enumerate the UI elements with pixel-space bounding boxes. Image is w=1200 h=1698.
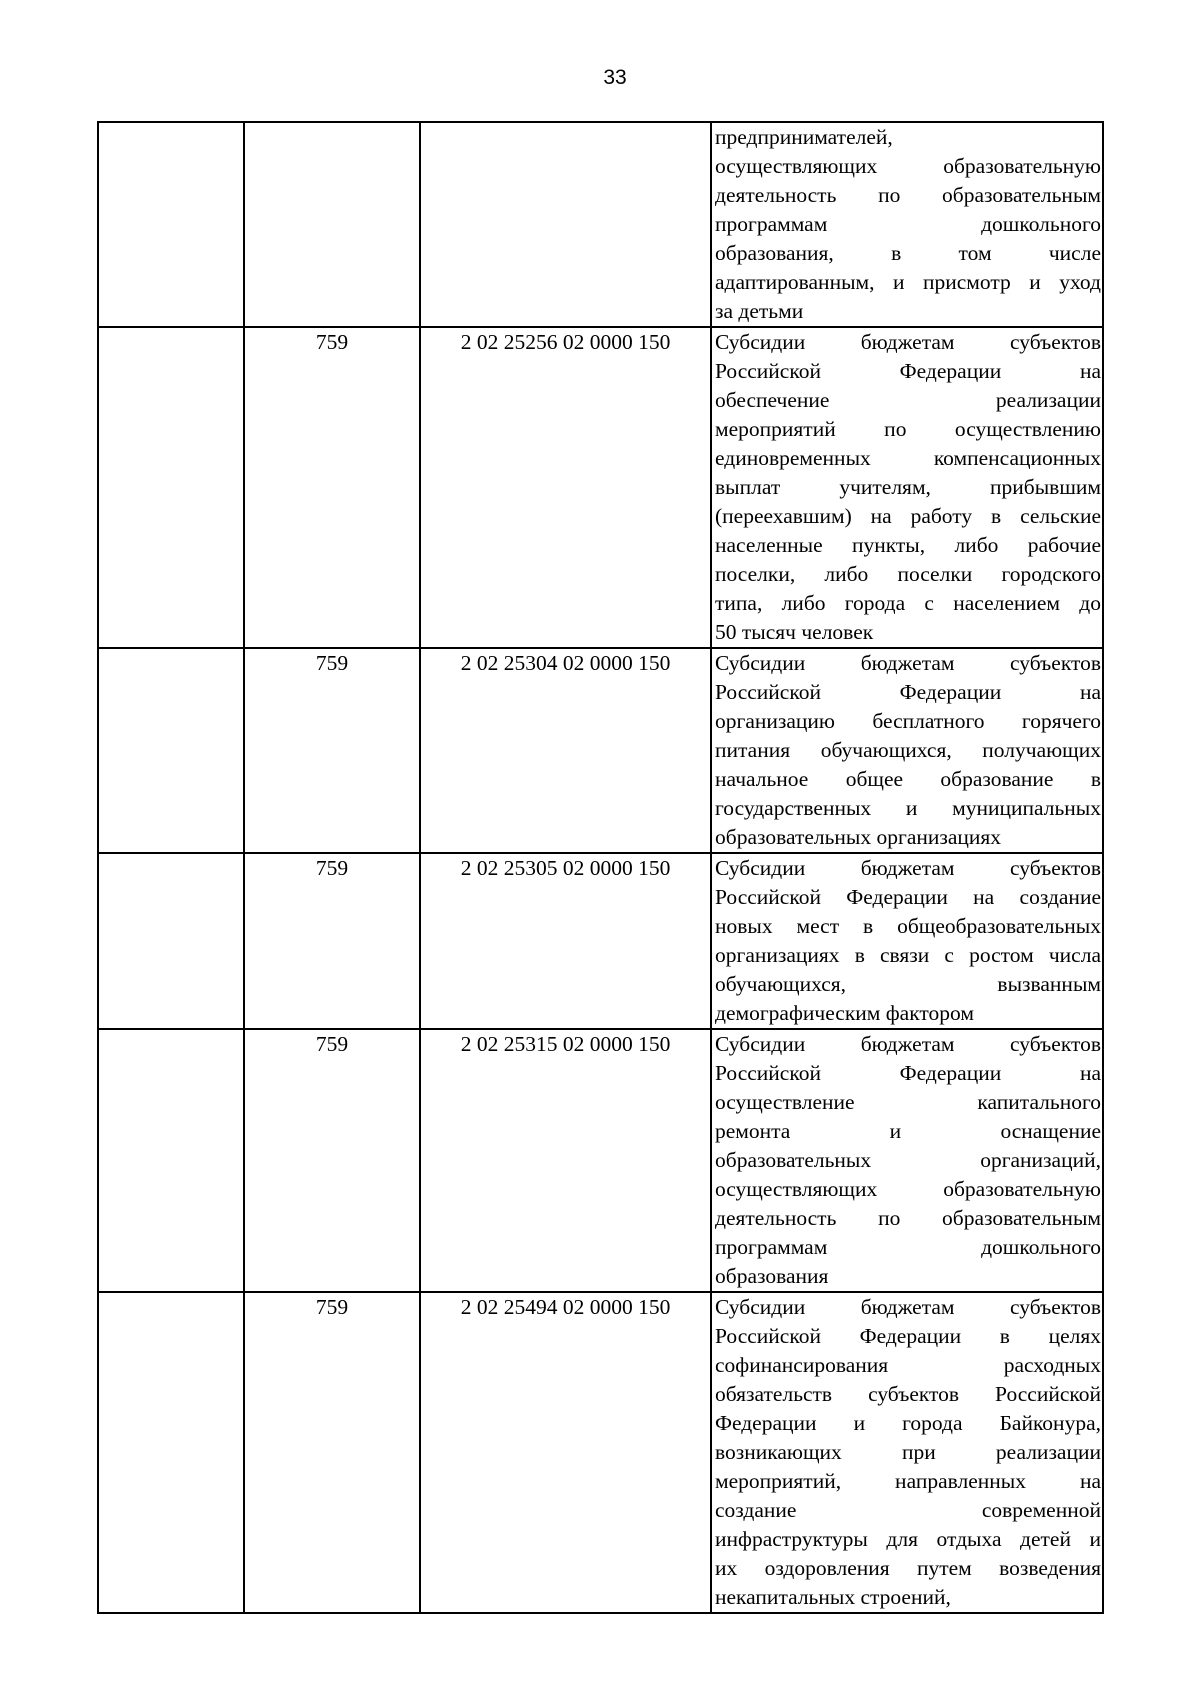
description-line: Российской Федерации на <box>715 359 1101 383</box>
table-row <box>98 327 1103 648</box>
description-line: программам дошкольного <box>715 1235 1101 1259</box>
empty-cell <box>98 648 244 853</box>
empty-cell <box>98 1292 244 1613</box>
description-line: Субсидии бюджетам субъектов <box>715 651 1101 675</box>
kbk-code-cell: 2 02 25304 02 0000 150 <box>420 648 711 853</box>
description-line: за детьми <box>715 299 804 323</box>
description-line: питания обучающихся, получающих <box>715 738 1101 762</box>
table-body <box>98 122 1103 1613</box>
description-cell <box>711 648 1103 853</box>
description-line: 50 тысяч человек <box>715 620 874 644</box>
description-line: их оздоровления путем возведения <box>715 1556 1101 1580</box>
description-line: организацию бесплатного горячего <box>715 709 1101 733</box>
description-line: Субсидии бюджетам субъектов <box>715 1032 1101 1056</box>
description-line: образовательных организациях <box>715 825 1002 849</box>
table-row <box>98 122 1103 327</box>
description-line: образования <box>715 1264 829 1288</box>
admin-code-cell: 759 <box>244 1029 420 1292</box>
description-line: Субсидии бюджетам субъектов <box>715 1295 1101 1319</box>
empty-cell <box>98 327 244 648</box>
description-line: обучающихся, вызванным <box>715 972 1101 996</box>
description-line: осуществляющих образовательную <box>715 154 1101 178</box>
admin-code-cell <box>244 122 420 327</box>
description-line: деятельность по образовательным <box>715 1206 1101 1230</box>
kbk-code-cell: 2 02 25315 02 0000 150 <box>420 1029 711 1292</box>
description-cell <box>711 853 1103 1029</box>
description-cell <box>711 1292 1103 1613</box>
kbk-code-cell <box>420 122 711 327</box>
description-cell <box>711 1029 1103 1292</box>
description-line: Субсидии бюджетам субъектов <box>715 856 1101 880</box>
description-line: начальное общее образование в <box>715 767 1101 791</box>
empty-cell <box>98 122 244 327</box>
description-line: адаптированным, и присмотр и уход <box>715 270 1101 294</box>
table-row <box>98 853 1103 1029</box>
description-line: некапитальных строений, <box>715 1585 951 1609</box>
admin-code-cell: 759 <box>244 648 420 853</box>
description-line: предпринимателей, <box>715 125 893 149</box>
description-line: Российской Федерации на создание <box>715 885 1101 909</box>
table-row <box>98 1292 1103 1613</box>
description-line: демографическим фактором <box>715 1001 974 1025</box>
description-line: осуществляющих образовательную <box>715 1177 1101 1201</box>
description-line: мероприятий, направленных на <box>715 1469 1101 1493</box>
description-line: Субсидии бюджетам субъектов <box>715 330 1101 354</box>
description-line: новых мест в общеобразовательных <box>715 914 1101 938</box>
description-line: софинансирования расходных <box>715 1353 1101 1377</box>
kbk-code-cell: 2 02 25256 02 0000 150 <box>420 327 711 648</box>
description-line: создание современной <box>715 1498 1101 1522</box>
description-line: обеспечение реализации <box>715 388 1101 412</box>
description-line: Федерации и города Байконура, <box>715 1411 1101 1435</box>
page-number: 33 <box>603 66 627 89</box>
description-line: государственных и муниципальных <box>715 796 1101 820</box>
admin-code-cell: 759 <box>244 1292 420 1613</box>
description-line: единовременных компенсационных <box>715 446 1101 470</box>
description-line: Российской Федерации на <box>715 680 1101 704</box>
description-line: деятельность по образовательным <box>715 183 1101 207</box>
empty-cell <box>98 1029 244 1292</box>
description-line: возникающих при реализации <box>715 1440 1101 1464</box>
description-line: образовательных организаций, <box>715 1148 1101 1172</box>
budget-table <box>97 121 1104 1614</box>
description-cell <box>711 122 1103 327</box>
description-line: организациях в связи с ростом числа <box>715 943 1101 967</box>
description-line: Российской Федерации на <box>715 1061 1101 1085</box>
description-line: мероприятий по осуществлению <box>715 417 1101 441</box>
empty-cell <box>98 853 244 1029</box>
description-line: обязательств субъектов Российской <box>715 1382 1101 1406</box>
description-line: осуществление капитального <box>715 1090 1101 1114</box>
admin-code-cell: 759 <box>244 853 420 1029</box>
description-line: населенные пункты, либо рабочие <box>715 533 1101 557</box>
admin-code-cell: 759 <box>244 327 420 648</box>
description-line: инфраструктуры для отдыха детей и <box>715 1527 1101 1551</box>
table-row <box>98 1029 1103 1292</box>
description-line: программам дошкольного <box>715 212 1101 236</box>
description-cell <box>711 327 1103 648</box>
description-line: Российской Федерации в целях <box>715 1324 1101 1348</box>
description-line: типа, либо города с населением до <box>715 591 1101 615</box>
kbk-code-cell: 2 02 25305 02 0000 150 <box>420 853 711 1029</box>
description-line: поселки, либо поселки городского <box>715 562 1101 586</box>
description-line: образования, в том числе <box>715 241 1101 265</box>
description-line: ремонта и оснащение <box>715 1119 1101 1143</box>
table-row <box>98 648 1103 853</box>
description-line: выплат учителям, прибывшим <box>715 475 1101 499</box>
description-line: (переехавшим) на работу в сельские <box>715 504 1101 528</box>
kbk-code-cell: 2 02 25494 02 0000 150 <box>420 1292 711 1613</box>
